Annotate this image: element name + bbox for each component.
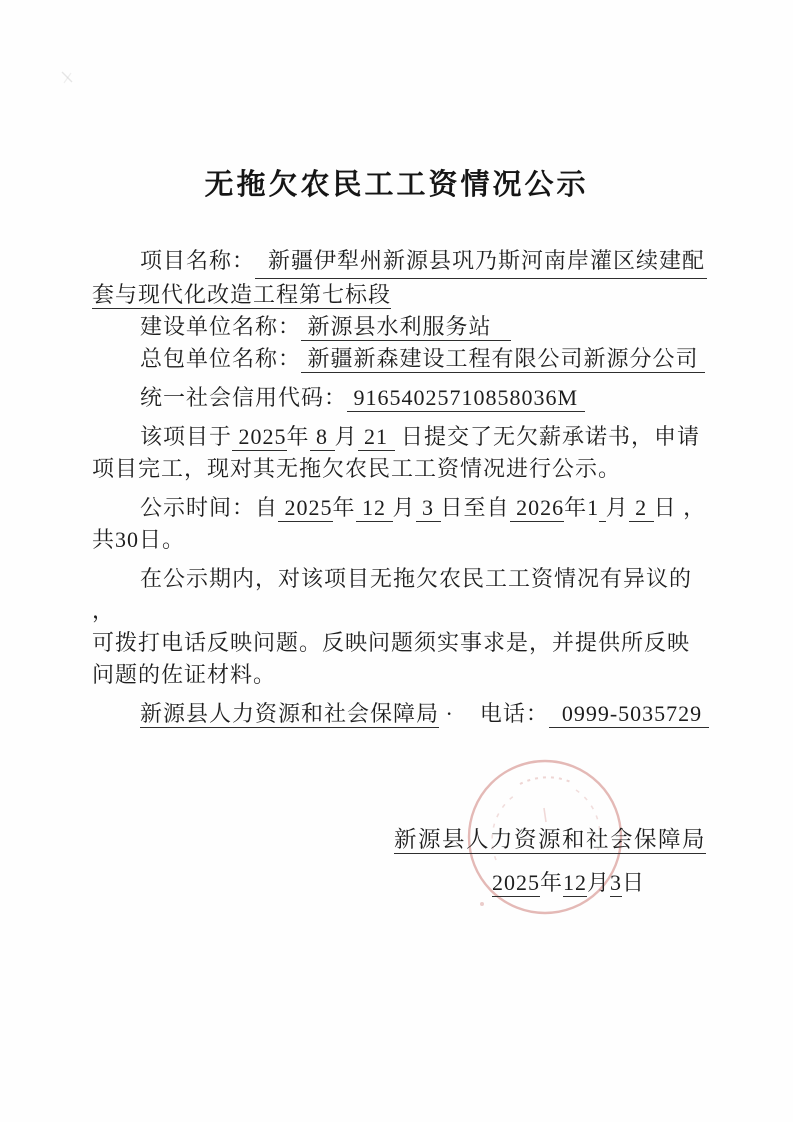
text-run: 电话：: [479, 701, 549, 726]
underlined-value: 2026: [509, 495, 565, 520]
text-run: 年: [539, 870, 563, 895]
underlined-value: 新源县人力资源和社会保障局: [140, 701, 440, 726]
paragraph-submission-line-2: [92, 453, 707, 485]
text-run: 总包单位名称：: [140, 346, 302, 371]
notice-title: 无拖欠农民工工资情况公示: [204, 169, 589, 201]
text-run: 日 ，: [653, 495, 707, 520]
signature-agency-text: 新源县人力资源和社会保障局: [393, 827, 706, 852]
text-run: 日: [621, 870, 645, 895]
paragraph-objection-line-1: [92, 563, 707, 627]
underlined-value: 21: [357, 424, 395, 449]
underlined-value: 8: [309, 424, 335, 449]
text-run: ·: [439, 701, 480, 726]
text-run: 年: [332, 495, 356, 520]
text-run: 建设单位名称：: [140, 314, 302, 339]
text-run: 月: [605, 495, 629, 520]
underlined-value: 91654025710858036M: [347, 385, 585, 410]
field-general-contractor: [92, 343, 707, 375]
field-project-name-line-1: [92, 245, 707, 279]
underlined-value: 2025: [491, 870, 540, 895]
paragraph-objection-line-2: [92, 627, 707, 659]
text-run: 公示时间：自: [140, 495, 279, 520]
field-construction-unit: [92, 311, 707, 343]
field-project-name-line-2: [92, 279, 707, 311]
text-run: 共30日。: [92, 527, 186, 552]
text-run: 可拨打电话反映问题。反映问题须实事求是，并提供所反映: [92, 630, 691, 655]
underlined-value: 套与现代化改造工程第七标段: [92, 282, 392, 307]
underlined-value: 3: [609, 870, 622, 895]
text-run: 月: [392, 495, 416, 520]
signature-agency: [394, 822, 706, 854]
text-run: 年1: [564, 495, 600, 520]
underlined-value: 新源县水利服务站: [301, 314, 512, 339]
underlined-value: 12: [355, 495, 393, 520]
paragraph-objection-line-3: [92, 659, 707, 691]
text-run: 在公示期内，对该项目无拖欠农民工工资情况有异议的 ，: [92, 566, 699, 623]
underlined-value: 2025: [232, 424, 287, 449]
notice-body: [92, 245, 707, 730]
text-run: 月: [334, 424, 358, 449]
underlined-value: 12: [562, 870, 587, 895]
underlined-value: 新疆伊犁州新源县巩乃斯河南岸灌区续建配: [255, 245, 707, 279]
text-run: 项目完工，现对其无拖欠农民工工资情况进行公示。: [92, 456, 622, 481]
field-social-credit-code: [92, 382, 707, 414]
paragraph-submission-line-1: [92, 421, 707, 453]
underlined-value: 3: [415, 495, 441, 520]
text-run: 年: [286, 424, 310, 449]
text-run: 统一社会信用代码：: [140, 385, 348, 410]
underlined-value: 0999-5035729: [548, 701, 709, 726]
text-run: 月: [586, 870, 610, 895]
text-run: 问题的佐证材料。: [92, 662, 277, 687]
underlined-value: 新疆新森建设工程有限公司新源分公司: [301, 346, 706, 371]
text-run: 日至自: [440, 495, 510, 520]
signature-date: [492, 866, 645, 897]
pencil-mark: [56, 64, 82, 90]
underlined-value: 2: [628, 495, 654, 520]
text-run: 项目名称：: [140, 248, 256, 273]
underlined-value: 2025: [278, 495, 333, 520]
paragraph-publicity-period-line-1: [92, 492, 707, 524]
text-run: 该项目于: [140, 424, 233, 449]
field-contact-agency-phone: [92, 698, 707, 730]
text-run: 日提交了无欠薪承诺书，申请: [394, 424, 701, 449]
paragraph-publicity-period-line-2: [92, 524, 707, 556]
